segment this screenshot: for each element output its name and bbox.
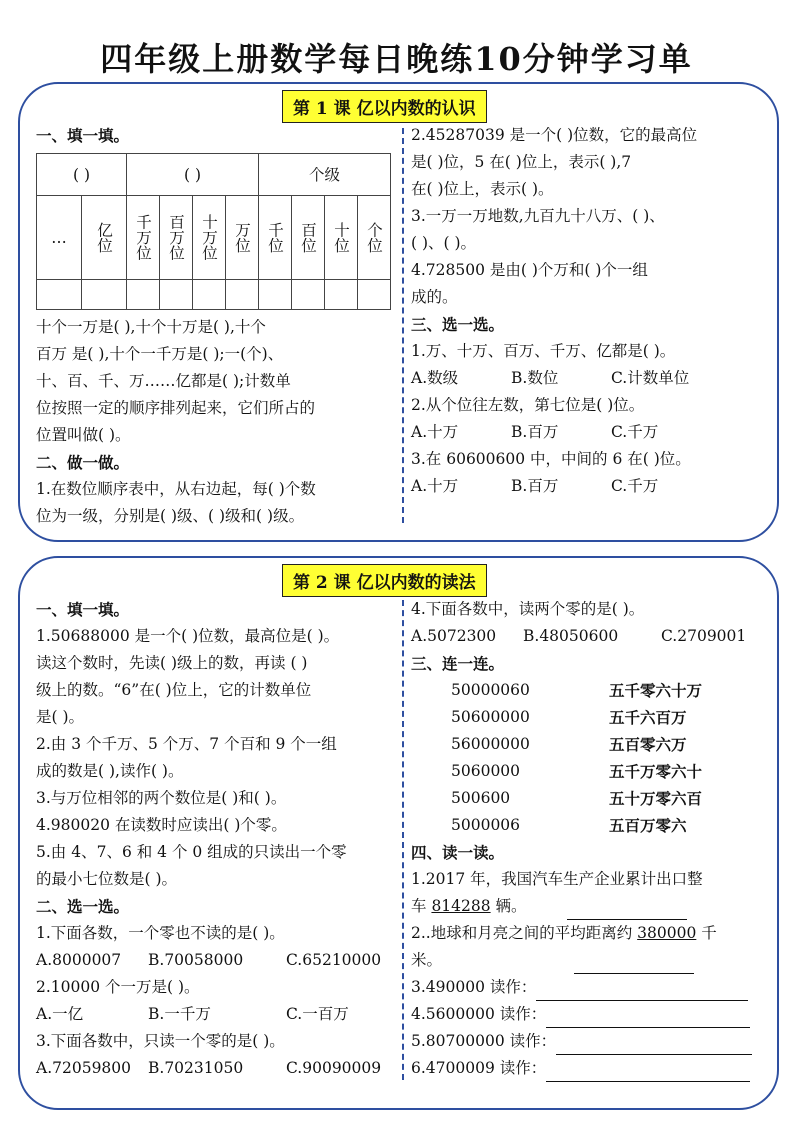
option: A.一亿	[36, 1005, 84, 1023]
text-line: ( )、( )。	[411, 234, 477, 252]
text-fragment: 米。	[411, 951, 443, 969]
lesson1-heading-fill: 一、填一填。	[36, 126, 130, 145]
read-line	[411, 1001, 766, 1028]
lesson1-right-column	[411, 122, 766, 500]
option: C.一百万	[286, 1005, 349, 1023]
match-row	[411, 785, 766, 812]
text-line: 级上的数。“6”在( )位上，它的计数单位	[36, 681, 312, 699]
options-row	[411, 473, 766, 500]
question: 4.下面各数中，读两个零的是( )。	[411, 600, 645, 618]
text-line: 2.45287039 是一个( )位数，它的最高位	[411, 126, 698, 144]
match-row	[411, 731, 766, 758]
option: A.十万	[411, 477, 459, 495]
table-cell: …	[37, 196, 82, 280]
option: B.百万	[511, 423, 559, 441]
option: C.千万	[611, 423, 659, 441]
option: B.数位	[511, 369, 559, 387]
lesson1-heading-do: 二、做一做。	[36, 453, 130, 472]
lesson2-heading-read: 四、读一读。	[411, 843, 505, 862]
table-cell: 个级	[259, 154, 391, 196]
table-cell: 千位	[259, 196, 292, 280]
option: A.数级	[411, 369, 459, 387]
table-cell: 千万位	[127, 196, 160, 280]
match-reading: 五千零六十万	[609, 681, 703, 700]
text-line: 3.与万位相邻的两个数位是( )和( )。	[36, 789, 287, 807]
lesson2-heading-fill: 一、填一填。	[36, 600, 130, 619]
match-number: 5000006	[451, 816, 521, 834]
answer-line[interactable]	[567, 905, 687, 920]
match-reading: 五百零六万	[609, 735, 687, 754]
lesson2-heading-choose: 二、选一选。	[36, 897, 130, 916]
text-line: 位按照一定的顺序排列起来，它们所占的	[36, 399, 316, 417]
text-fragment: 辆。	[490, 897, 527, 915]
text-line: 位置叫做( )。	[36, 426, 131, 444]
text-line	[411, 893, 766, 920]
answer-line[interactable]	[574, 959, 694, 974]
question: 3.下面各数中，只读一个零的是( )。	[36, 1032, 285, 1050]
lesson1-title: 第 1 课 亿以内数的认识	[282, 90, 487, 123]
question: 1.下面各数，一个零也不读的是( )。	[36, 924, 285, 942]
lesson1-heading-choose: 三、选一选。	[411, 315, 505, 334]
match-reading: 五千万零六十	[609, 762, 703, 781]
text-line	[411, 947, 766, 974]
option: B.48050600	[523, 627, 619, 645]
table-cell: 百万位	[160, 196, 193, 280]
options-row	[411, 365, 766, 392]
text-line: 4.728500 是由( )个万和( )个一组	[411, 261, 648, 279]
place-value-table	[36, 153, 391, 310]
text-line: 百万 是( ),十个一千万是( );一(个)、	[36, 345, 284, 363]
option: A.十万	[411, 423, 459, 441]
answer-line[interactable]	[556, 1040, 752, 1055]
match-number: 50000060	[451, 681, 530, 699]
read-label: 3.490000 读作：	[411, 978, 537, 996]
option: C.90090009	[286, 1059, 382, 1077]
read-label: 5.80700000 读作：	[411, 1032, 557, 1050]
table-cell	[193, 280, 226, 310]
text-line: 是( )。	[36, 708, 85, 726]
option: B.70231050	[148, 1059, 244, 1077]
text-line: 在( )位上，表示( )。	[411, 180, 554, 198]
question: 3.在 60600600 中，中间的 6 在( )位。	[411, 450, 691, 468]
option: C.计数单位	[611, 369, 690, 387]
text-line: 读这个数时，先读( )级上的数，再读 ( )	[36, 654, 308, 672]
table-cell	[127, 280, 160, 310]
text-line: 位为一级，分别是( )级、( )级和( )级。	[36, 507, 305, 525]
page-title: 四年级上册数学每日晚练10分钟学习单	[100, 40, 693, 78]
lesson2-left-column	[36, 596, 396, 1082]
option: C.2709001	[661, 627, 747, 645]
table-cell: ( )	[37, 154, 127, 196]
option: C.65210000	[286, 951, 382, 969]
match-reading: 五十万零六百	[609, 789, 703, 808]
answer-line[interactable]	[546, 1067, 750, 1082]
lesson2-right-column	[411, 596, 766, 1082]
question: 2.从个位往左数，第七位是( )位。	[411, 396, 645, 414]
table-cell: 十万位	[193, 196, 226, 280]
match-number: 500600	[451, 789, 511, 807]
underlined-number: 380000	[637, 924, 697, 942]
text-fragment: 车	[411, 897, 432, 915]
text-line: 3.一万一万地数,九百九十八万、( )、	[411, 207, 665, 225]
text-fragment: 千	[696, 924, 717, 942]
table-cell	[226, 280, 259, 310]
match-row	[411, 758, 766, 785]
lesson2-heading-connect: 三、连一连。	[411, 654, 505, 673]
table-cell	[160, 280, 193, 310]
text-line: 1.在数位顺序表中，从右边起，每( )个数	[36, 480, 316, 498]
option: A.8000007	[36, 951, 122, 969]
question: 2.10000 个一万是( )。	[36, 978, 200, 996]
table-cell	[82, 280, 127, 310]
text-line: 4.980020 在读数时应读出( )个零。	[36, 816, 287, 834]
text-line: 的最小七位数是( )。	[36, 870, 178, 888]
match-row	[411, 812, 766, 839]
table-cell: 万位	[226, 196, 259, 280]
text-line: 十个一万是( ),十个十万是( ),十个	[36, 318, 266, 336]
table-cell	[325, 280, 358, 310]
match-number: 50600000	[451, 708, 530, 726]
option: B.70058000	[148, 951, 244, 969]
answer-line[interactable]	[536, 986, 748, 1001]
options-row	[36, 947, 396, 974]
options-row	[411, 623, 766, 650]
table-cell: ( )	[127, 154, 259, 196]
read-label: 4.5600000 读作：	[411, 1005, 547, 1023]
text-line: 2.由 3 个千万、5 个万、7 个百和 9 个一组	[36, 735, 337, 753]
option: B.百万	[511, 477, 559, 495]
text-line: 5.由 4、7、6 和 4 个 0 组成的只读出一个零	[36, 843, 347, 861]
option: A.5072300	[411, 627, 497, 645]
text-fragment: 2..地球和月亮之间的平均距离约	[411, 924, 638, 942]
match-number: 56000000	[451, 735, 530, 753]
table-cell	[259, 280, 292, 310]
match-reading: 五百万零六	[609, 816, 687, 835]
options-row	[36, 1001, 396, 1028]
text-line: 1.50688000 是一个( )位数，最高位是( )。	[36, 627, 340, 645]
table-cell	[37, 280, 82, 310]
option: A.72059800	[36, 1059, 132, 1077]
question: 1.万、十万、百万、千万、亿都是( )。	[411, 342, 676, 360]
underlined-number: 814288	[431, 897, 491, 915]
match-number: 5060000	[451, 762, 521, 780]
lesson1-divider	[402, 128, 404, 523]
read-label: 6.4700009 读作：	[411, 1059, 547, 1077]
read-line	[411, 974, 766, 1001]
lesson2-divider	[402, 600, 404, 1080]
read-line	[411, 1055, 766, 1082]
option: B.一千万	[148, 1005, 211, 1023]
table-cell	[358, 280, 391, 310]
text-line	[411, 920, 766, 947]
answer-line[interactable]	[546, 1013, 750, 1028]
text-line: 是( )位，5 在( )位上，表示( ),7	[411, 153, 632, 171]
options-row	[411, 419, 766, 446]
text-line: 成的。	[411, 288, 458, 306]
text-line: 十、百、千、万……亿都是( );计数单	[36, 372, 291, 390]
text-line: 成的数是( ),读作( )。	[36, 762, 184, 780]
table-cell	[292, 280, 325, 310]
match-row	[411, 704, 766, 731]
lesson1-left-column	[36, 122, 396, 530]
table-cell: 个位	[358, 196, 391, 280]
match-row	[411, 677, 766, 704]
lesson2-title: 第 2 课 亿以内数的读法	[282, 564, 487, 597]
table-cell: 亿位	[82, 196, 127, 280]
table-cell: 百位	[292, 196, 325, 280]
match-reading: 五千六百万	[609, 708, 687, 727]
table-cell: 十位	[325, 196, 358, 280]
options-row	[36, 1055, 396, 1082]
option: C.千万	[611, 477, 659, 495]
text-line: 1.2017 年，我国汽车生产企业累计出口整	[411, 870, 703, 888]
read-line	[411, 1028, 766, 1055]
